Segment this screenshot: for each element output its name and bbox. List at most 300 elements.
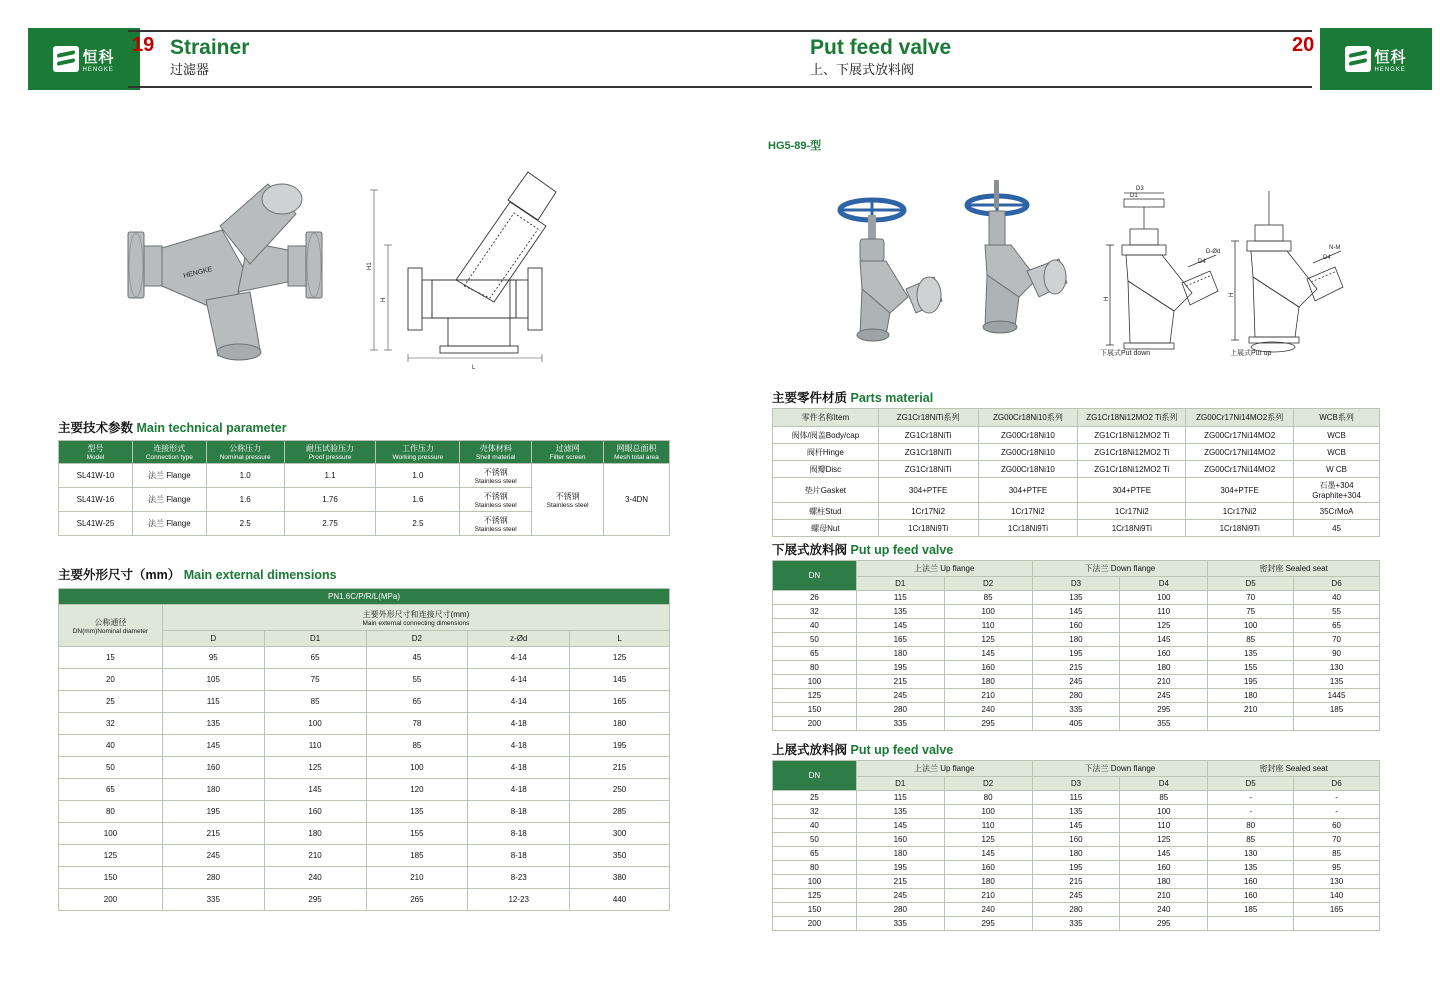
svg-text:D-Ød: D-Ød (1206, 249, 1221, 255)
th-d1: D1 (264, 631, 366, 647)
cell-working: 2.5 (376, 512, 460, 536)
cell-d2: 160 (944, 861, 1032, 875)
table-row (773, 703, 1380, 717)
cell-d2: 265 (366, 889, 468, 911)
table-row (59, 845, 670, 867)
th-nominal-pressure: 公称压力 Nominal pressure (206, 441, 284, 464)
cell-mat: 1Cr17Ni2 (1078, 503, 1186, 520)
cell-d2: 78 (366, 713, 468, 735)
svg-text:N-M: N-M (1329, 245, 1341, 251)
cell-d4: 100 (1120, 591, 1208, 605)
cell-d2: 110 (944, 619, 1032, 633)
cell-dn: 200 (773, 717, 857, 731)
left-page-title (128, 30, 768, 88)
svg-text:D4: D4 (1198, 259, 1206, 265)
cell-filter: 不锈钢 Stainless steel (532, 464, 604, 536)
table-row (773, 861, 1380, 875)
table-row (773, 791, 1380, 805)
up-feed-valve-table (772, 760, 1380, 931)
cell-d1: 135 (856, 605, 944, 619)
svg-text:D1: D1 (1130, 193, 1138, 199)
cell-d3: 215 (1032, 875, 1120, 889)
th-dn: DN (773, 761, 857, 791)
cell-d2: 135 (366, 801, 468, 823)
dim-title-en: Main external dimensions (183, 568, 337, 582)
table-row (773, 805, 1380, 819)
cell-l: 195 (570, 735, 670, 757)
cell-d3: 145 (1032, 819, 1120, 833)
cell-d3: 115 (1032, 791, 1120, 805)
table-row (773, 819, 1380, 833)
cell-dn: 125 (773, 689, 857, 703)
cell-dn: 50 (773, 633, 857, 647)
cell-d3: 195 (1032, 861, 1120, 875)
cell-d4: 295 (1120, 917, 1208, 931)
technical-parameter-table (58, 440, 670, 536)
svg-text:H: H (1229, 292, 1235, 297)
cell-d: 160 (162, 757, 264, 779)
cell-model: SL41W-10 (59, 464, 133, 488)
th-dn: DN (773, 561, 857, 591)
table-header-row (59, 441, 670, 464)
th-d2: D2 (366, 631, 468, 647)
cell-mat: ZG00Cr18Ni10 (978, 444, 1078, 461)
cell-l: 285 (570, 801, 670, 823)
cell-zd: 4-18 (468, 713, 570, 735)
dim-h1-label: H1 (367, 262, 373, 270)
cell-dn: 25 (59, 691, 163, 713)
cell-d1: 100 (264, 713, 366, 735)
table-row (773, 917, 1380, 931)
cell-d2: 180 (944, 675, 1032, 689)
cell-d4: 125 (1120, 833, 1208, 847)
cell-dn: 100 (59, 823, 163, 845)
main-external-dimensions-title (58, 565, 337, 583)
left-title-cn: 过滤器 (170, 62, 210, 77)
svg-text:D3: D3 (1136, 186, 1144, 192)
cell-d4: 210 (1120, 889, 1208, 903)
brand-name-en-2: HENGKE (1374, 66, 1406, 73)
cell-d6: 185 (1294, 703, 1380, 717)
cell-d2: 100 (366, 757, 468, 779)
cell-d1: 145 (856, 619, 944, 633)
cell-zd: 8-18 (468, 823, 570, 845)
cell-dn: 100 (773, 875, 857, 889)
table-row (773, 875, 1380, 889)
cell-item: 阀体/阀盖Body/cap (773, 427, 879, 444)
cell-mat: ZG00Cr18Ni10 (978, 427, 1078, 444)
cell-model: SL41W-25 (59, 512, 133, 536)
th-l: L (570, 631, 670, 647)
cell-zd: 4-14 (468, 669, 570, 691)
cell-d5: 80 (1208, 819, 1294, 833)
cell-d6: 1445 (1294, 689, 1380, 703)
table-row (59, 867, 670, 889)
down-feed-valve-title (772, 540, 953, 558)
cell-dn: 65 (59, 779, 163, 801)
cell-d5: 160 (1208, 889, 1294, 903)
th-series-2: ZG00Cr18Ni10系列 (978, 409, 1078, 427)
cell-d2: 120 (366, 779, 468, 801)
cell-connection: 法兰 Flange (132, 464, 206, 488)
cell-mat: WCB (1294, 444, 1380, 461)
cell-d2: 125 (944, 833, 1032, 847)
cell-d4: 160 (1120, 861, 1208, 875)
cell-d2: 185 (366, 845, 468, 867)
cell-d4: 145 (1120, 633, 1208, 647)
svg-text:H: H (1104, 296, 1110, 301)
cell-zd: 4-14 (468, 691, 570, 713)
cell-zd: 12-23 (468, 889, 570, 911)
cell-d3: 195 (1032, 647, 1120, 661)
cell-mat: 304+PTFE (978, 478, 1078, 503)
cell-d5: 70 (1208, 591, 1294, 605)
brand-name-en: HENGKE (82, 66, 114, 73)
th-item: 零件名称Item (773, 409, 879, 427)
cell-d6: 55 (1294, 605, 1380, 619)
th-up-flange: 上法兰 Up flange (856, 561, 1032, 577)
table-row (773, 903, 1380, 917)
cell-d3: 335 (1032, 703, 1120, 717)
table-row (59, 735, 670, 757)
cell-d4: 160 (1120, 647, 1208, 661)
cell-d6: 165 (1294, 903, 1380, 917)
cell-shell: 不锈钢 Stainless steel (460, 464, 532, 488)
th-shell-material: 壳体材料 Shell material (460, 441, 532, 464)
cell-d3: 245 (1032, 675, 1120, 689)
cell-d5: - (1208, 791, 1294, 805)
cell-d3: 145 (1032, 605, 1120, 619)
cell-shell: 不锈钢 Stainless steel (460, 488, 532, 512)
cell-mat: ZG00Cr18Ni10 (978, 461, 1078, 478)
cell-mat: ZG00Cr17Ni14MO2 (1186, 444, 1294, 461)
cell-d2: 210 (944, 889, 1032, 903)
table-row (59, 823, 670, 845)
cell-d2: 85 (944, 591, 1032, 605)
cell-dn: 40 (59, 735, 163, 757)
cell-d3: 135 (1032, 591, 1120, 605)
cell-dn: 32 (59, 713, 163, 735)
brand-logo-right (1320, 28, 1432, 90)
cell-l: 215 (570, 757, 670, 779)
cell-d5: 100 (1208, 619, 1294, 633)
cell-d: 145 (162, 735, 264, 757)
hengke-mark-icon (53, 46, 79, 72)
cell-d3: 180 (1032, 847, 1120, 861)
cell-d4: 180 (1120, 875, 1208, 889)
model-code: HG5-89-型 (768, 140, 822, 152)
cell-d2: 125 (944, 633, 1032, 647)
cell-d1: 195 (856, 861, 944, 875)
table-header-row (773, 409, 1380, 427)
cell-shell: 不锈钢 Stainless steel (460, 512, 532, 536)
cell-d1: 280 (856, 703, 944, 717)
cell-d3: 135 (1032, 805, 1120, 819)
cell-d3: 160 (1032, 619, 1120, 633)
hengke-mark-icon-2 (1345, 46, 1371, 72)
cell-d5: 160 (1208, 875, 1294, 889)
table-row (773, 461, 1380, 478)
valve-photo-up (955, 175, 1075, 345)
cell-working: 1.6 (376, 488, 460, 512)
cell-d6: 65 (1294, 619, 1380, 633)
cell-d6: 140 (1294, 889, 1380, 903)
main-technical-parameter-title (58, 418, 287, 436)
table-row (59, 889, 670, 911)
table-row (773, 833, 1380, 847)
th-d5: D5 (1208, 577, 1294, 591)
th-nominal-diameter: 公称通径 DN(mm)Nominal diameter (59, 605, 163, 647)
th-sealed-seat: 密封座 Sealed seat (1208, 761, 1380, 777)
parts-material-table (772, 408, 1380, 537)
cell-zd: 8-18 (468, 801, 570, 823)
cell-d1: 180 (264, 823, 366, 845)
cell-d4: 245 (1120, 689, 1208, 703)
cell-zd: 8-18 (468, 845, 570, 867)
cell-dn: 40 (773, 819, 857, 833)
table-row (59, 691, 670, 713)
cell-d3: 405 (1032, 717, 1120, 731)
down-title-en: Put up feed valve (850, 543, 954, 557)
th-dimensions-span: 主要外形尺寸和连接尺寸(mm) Main external connecting dimensions (162, 605, 669, 631)
strainer-photo (110, 160, 350, 380)
parts-material-title (772, 388, 933, 406)
th-connection: 连接形式 Connection type (132, 441, 206, 464)
cell-d4: 180 (1120, 661, 1208, 675)
th-d5: D5 (1208, 777, 1294, 791)
cell-d1: 145 (856, 819, 944, 833)
table-band-row (59, 589, 670, 605)
table-row (59, 801, 670, 823)
cell-dn: 65 (773, 647, 857, 661)
cell-d6: - (1294, 805, 1380, 819)
cell-d1: 280 (856, 903, 944, 917)
cell-dn: 80 (773, 861, 857, 875)
cell-item: 阀瓣Disc (773, 461, 879, 478)
th-d4: D4 (1120, 577, 1208, 591)
cell-d3: 180 (1032, 633, 1120, 647)
cell-d5: 180 (1208, 689, 1294, 703)
table-row (773, 689, 1380, 703)
cell-d5: 155 (1208, 661, 1294, 675)
cell-d6: 40 (1294, 591, 1380, 605)
cell-d4: 240 (1120, 903, 1208, 917)
cell-pn: 2.5 (206, 512, 284, 536)
valve-drawing-up (1225, 185, 1350, 360)
th-d1: D1 (856, 777, 944, 791)
cell-l: 125 (570, 647, 670, 669)
cell-mat: 304+PTFE (1078, 478, 1186, 503)
table-row (773, 605, 1380, 619)
cell-mat: ZG1Cr18NiTi (878, 444, 978, 461)
table-row (773, 444, 1380, 461)
cell-d4: 355 (1120, 717, 1208, 731)
th-down-flange: 下法兰 Down flange (1032, 761, 1208, 777)
cell-d2: 210 (366, 867, 468, 889)
table-row (773, 847, 1380, 861)
cell-d6: 90 (1294, 647, 1380, 661)
cell-dn: 125 (59, 845, 163, 867)
material-title-en: Parts material (850, 391, 934, 405)
cell-d4: 100 (1120, 805, 1208, 819)
th-d4: D4 (1120, 777, 1208, 791)
cell-zd: 4-18 (468, 757, 570, 779)
cell-dn: 150 (773, 903, 857, 917)
cell-pressure-band: PN1.6C/P/R/L(MPa) (59, 589, 670, 605)
cell-d6 (1294, 917, 1380, 931)
th-sealed-seat: 密封座 Sealed seat (1208, 561, 1380, 577)
cell-d1: 210 (264, 845, 366, 867)
page-number-left: 19 (132, 34, 155, 56)
cell-d: 215 (162, 823, 264, 845)
cell-d5: 135 (1208, 647, 1294, 661)
cell-d: 245 (162, 845, 264, 867)
cell-d5: 135 (1208, 861, 1294, 875)
cell-dn: 26 (773, 591, 857, 605)
cell-d3: 215 (1032, 661, 1120, 675)
valve-drawing-down (1100, 185, 1225, 360)
th-d: D (162, 631, 264, 647)
cell-l: 440 (570, 889, 670, 911)
cell-d5: 130 (1208, 847, 1294, 861)
cell-model: SL41W-16 (59, 488, 133, 512)
cell-dn: 80 (773, 661, 857, 675)
table-row (773, 633, 1380, 647)
th-series-4: ZG00Cr17Ni14MO2系列 (1186, 409, 1294, 427)
cell-d6: 70 (1294, 833, 1380, 847)
svg-text:HENGKE: HENGKE (182, 265, 214, 280)
cell-zd: 4-14 (468, 647, 570, 669)
cell-mat: 1Cr18Ni9Ti (978, 520, 1078, 537)
th-working-pressure: 工作压力 Working pressure (376, 441, 460, 464)
th-series-1: ZG1Cr18NiTi系列 (878, 409, 978, 427)
cell-item: 螺柱Stud (773, 503, 879, 520)
cell-item: 垫片Gasket (773, 478, 879, 503)
cell-d5: 210 (1208, 703, 1294, 717)
cell-d1: 245 (856, 689, 944, 703)
table-row (773, 520, 1380, 537)
cell-mat: ZG1Cr18Ni12MO2 Ti (1078, 427, 1186, 444)
cell-l: 380 (570, 867, 670, 889)
cell-mat: ZG1Cr18Ni12MO2 Ti (1078, 444, 1186, 461)
cell-mesh-area: 3-4DN (604, 464, 670, 536)
cell-working: 1.0 (376, 464, 460, 488)
cell-d: 280 (162, 867, 264, 889)
cell-d: 180 (162, 779, 264, 801)
th-model: 型号 Model (59, 441, 133, 464)
cell-l: 250 (570, 779, 670, 801)
cell-dn: 150 (773, 703, 857, 717)
cell-connection: 法兰 Flange (132, 512, 206, 536)
cell-d3: 245 (1032, 889, 1120, 903)
down-title-cn: 下展式放料阀 (772, 543, 848, 557)
cell-mat: 304+PTFE (878, 478, 978, 503)
table-row (773, 478, 1380, 503)
external-dimensions-table (58, 588, 670, 911)
table-subheader-row (773, 577, 1380, 591)
cell-proof: 1.1 (284, 464, 376, 488)
cell-d2: 210 (944, 689, 1032, 703)
cell-d1: 110 (264, 735, 366, 757)
cell-d1: 180 (856, 647, 944, 661)
cell-mat: 石墨+304 Graphite+304 (1294, 478, 1380, 503)
cell-d6 (1294, 717, 1380, 731)
cell-d1: 295 (264, 889, 366, 911)
cell-d3: 280 (1032, 689, 1120, 703)
th-down-flange: 下法兰 Down flange (1032, 561, 1208, 577)
table-row (59, 647, 670, 669)
cell-mat: 1Cr18Ni9Ti (1078, 520, 1186, 537)
cell-d2: 100 (944, 805, 1032, 819)
table-header-row (773, 561, 1380, 577)
cell-dn: 15 (59, 647, 163, 669)
cell-d2: 45 (366, 647, 468, 669)
tech-title-en: Main technical parameter (136, 421, 287, 435)
cell-d: 335 (162, 889, 264, 911)
cell-d1: 240 (264, 867, 366, 889)
cell-d5: 85 (1208, 833, 1294, 847)
cell-d5 (1208, 717, 1294, 731)
th-series-3: ZG1Cr18Ni12MO2 Ti系列 (1078, 409, 1186, 427)
cell-mat: WCB (1294, 427, 1380, 444)
up-feed-valve-title (772, 740, 953, 758)
cell-d2: 240 (944, 903, 1032, 917)
valve-photo-down (820, 185, 950, 345)
cell-l: 165 (570, 691, 670, 713)
cell-d2: 180 (944, 875, 1032, 889)
cell-dn: 100 (773, 675, 857, 689)
cell-mat: 304+PTFE (1186, 478, 1294, 503)
cell-d2: 160 (944, 661, 1032, 675)
cell-mat: 1Cr18Ni9Ti (878, 520, 978, 537)
cell-dn: 50 (773, 833, 857, 847)
dim-l-label: L (472, 365, 476, 371)
cell-d6: 130 (1294, 661, 1380, 675)
cell-d1: 65 (264, 647, 366, 669)
table-row (773, 717, 1380, 731)
page-header (0, 0, 1440, 110)
cell-mat: ZG1Cr18Ni12MO2 Ti (1078, 461, 1186, 478)
cell-d1: 125 (264, 757, 366, 779)
cell-d4: 110 (1120, 605, 1208, 619)
table-row (773, 889, 1380, 903)
table-row (773, 661, 1380, 675)
table-row (59, 757, 670, 779)
cell-d5: - (1208, 805, 1294, 819)
cell-l: 145 (570, 669, 670, 691)
brand-name-cn: 恒科 (82, 48, 115, 66)
table-row (773, 675, 1380, 689)
cell-d2: 295 (944, 917, 1032, 931)
th-series-5: WCB系列 (1294, 409, 1380, 427)
cell-d1: 145 (264, 779, 366, 801)
cell-d5: 185 (1208, 903, 1294, 917)
th-filter-screen: 过滤网 Filter screen (532, 441, 604, 464)
cell-d2: 145 (944, 847, 1032, 861)
cell-d2: 155 (366, 823, 468, 845)
cell-item: 螺母Nut (773, 520, 879, 537)
cell-mat: W CB (1294, 461, 1380, 478)
cell-dn: 40 (773, 619, 857, 633)
cell-d4: 295 (1120, 703, 1208, 717)
cell-d2: 240 (944, 703, 1032, 717)
table-row (59, 464, 670, 488)
th-d6: D6 (1294, 577, 1380, 591)
cell-d1: 180 (856, 847, 944, 861)
cell-d1: 165 (856, 633, 944, 647)
table-header-row (773, 761, 1380, 777)
table-row (773, 647, 1380, 661)
